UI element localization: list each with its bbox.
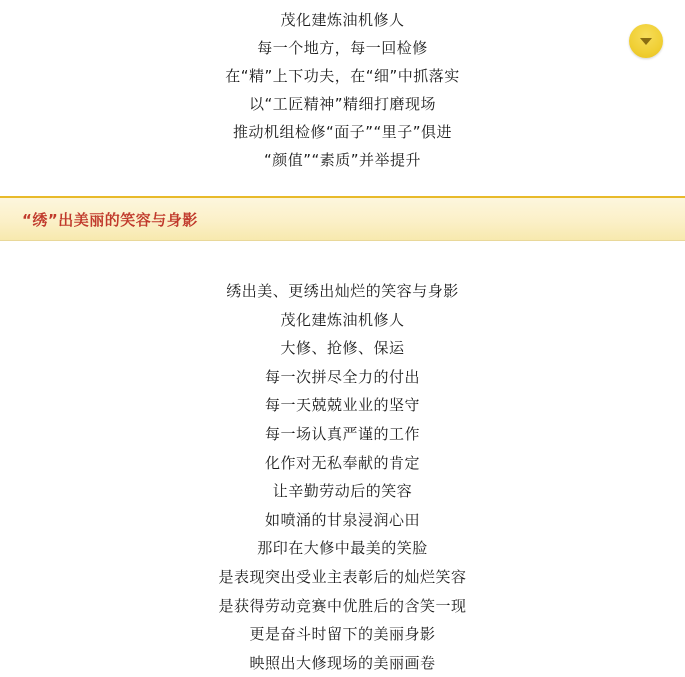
poem-line: 是获得劳动竞赛中优胜后的含笑一现 [218, 596, 467, 615]
poem-line: 如喷涌的甘泉浸润心田 [264, 510, 420, 529]
poem-line: 让辛勤劳动后的笑容 [272, 482, 413, 501]
poem-line: 以“工匠精神”精细打磨现场 [248, 95, 437, 113]
poem-line: 每一场认真严谨的工作 [264, 424, 420, 443]
poem-line: 每一天兢兢业业的坚守 [264, 396, 420, 415]
poem-line: “颜值”“素质”并举提升 [263, 151, 422, 169]
poem-line: 每一个地方，每一回检修 [257, 39, 428, 57]
section-header-band [0, 196, 685, 241]
poem-line: 映照出大修现场的美丽画卷 [249, 653, 436, 672]
poem-line: 绣出美、更绣出灿烂的笑容与身影 [226, 282, 459, 300]
poem-line: 推动机组检修“面子”“里子”俱进 [232, 123, 453, 141]
section-title: “绣”出美丽的笑容与身影 [22, 210, 198, 229]
top-poem-block [0, 0, 685, 174]
poem-line: 化作对无私奉献的肯定 [264, 453, 420, 472]
poem-line: 是表现突出受业主表彰后的灿烂笑容 [218, 567, 467, 586]
poem-line: 每一次拼尽全力的付出 [264, 367, 420, 386]
poem-line: 在“精”上下功夫，在“细”中抓落实 [225, 67, 460, 85]
poem-line: 茂化建炼油机修人 [280, 11, 405, 29]
poem-line: 茂化建炼油机修人 [280, 310, 405, 329]
poem-line: 更是奋斗时留下的美丽身影 [249, 625, 436, 644]
section-collapse-toggle[interactable] [629, 24, 663, 58]
chevron-down-icon [640, 38, 652, 45]
poem-line: 大修、抢修、保运 [280, 339, 405, 358]
body-poem-block [0, 277, 685, 677]
poem-line: 那印在大修中最美的笑脸 [257, 539, 428, 558]
